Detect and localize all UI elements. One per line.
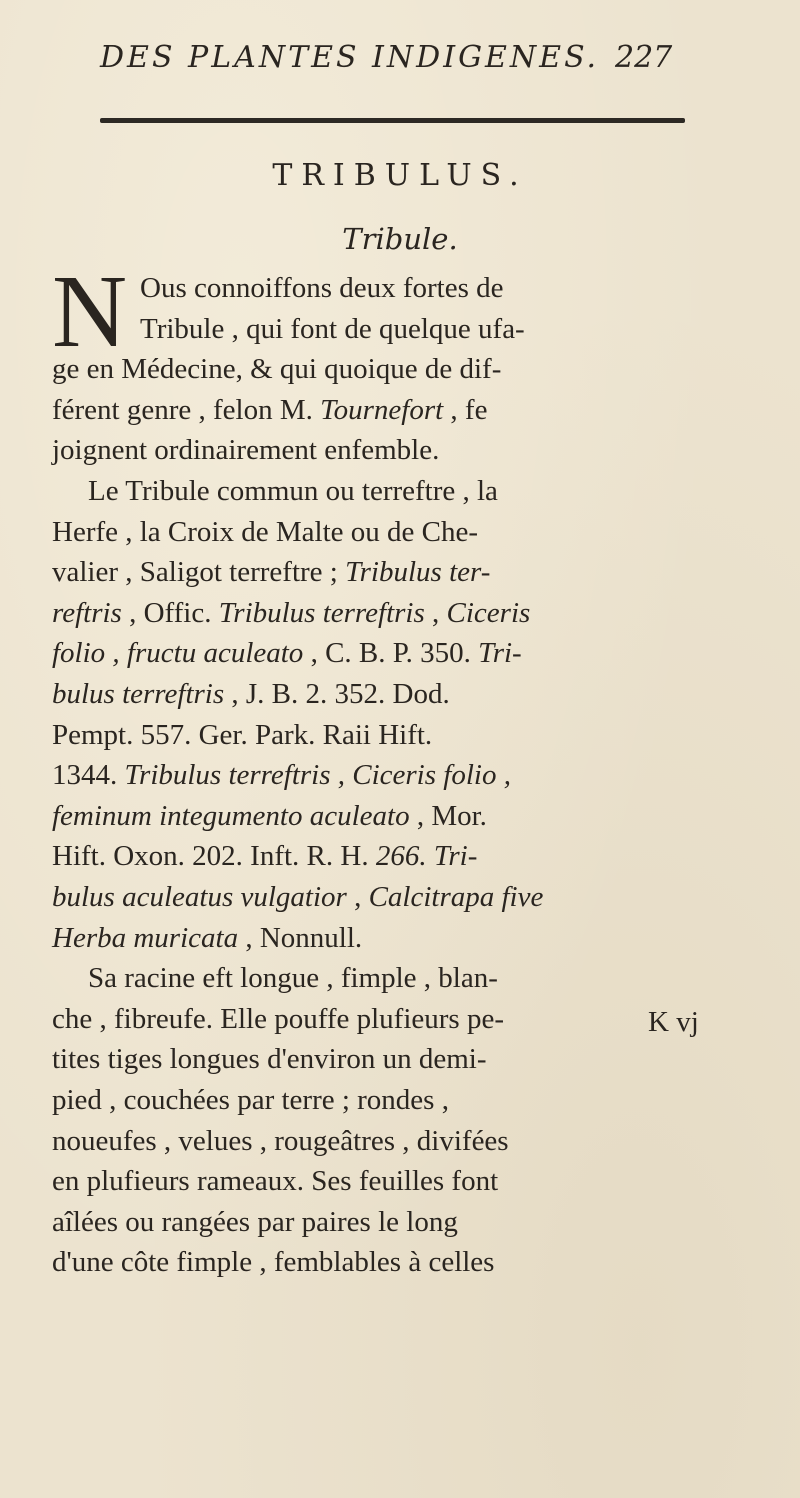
text-line bbox=[52, 715, 432, 755]
text-segment: pied , couchées par terre ; rondes , bbox=[52, 1084, 449, 1116]
text-segment: aîlées ou rangées par paires le long bbox=[52, 1205, 458, 1238]
text-segment: , Nonnull. bbox=[238, 921, 363, 954]
italic-segment: Tribulus terreftris bbox=[218, 596, 425, 629]
text-line bbox=[52, 633, 522, 673]
running-head: DES PLANTES INDIGENES. bbox=[100, 40, 600, 75]
text-line bbox=[52, 1121, 509, 1161]
italic-segment: Tournefort bbox=[320, 393, 444, 426]
text-segment: en plufieurs rameaux. Ses feuilles font bbox=[52, 1165, 499, 1198]
article-subtitle: Tribule. bbox=[342, 222, 458, 256]
italic-segment: Tri- bbox=[478, 637, 522, 670]
text-segment: , Offic. bbox=[121, 596, 219, 629]
text-segment: Pempt. 557. Ger. Park. Raii Hift. bbox=[52, 718, 433, 751]
text-segment: Tribule , qui font de quelque ufa- bbox=[140, 312, 525, 345]
text-line bbox=[52, 552, 490, 592]
text-line bbox=[52, 593, 530, 633]
text-segment: che , fibreufe. Elle pouffe plufieurs pe- bbox=[52, 1002, 504, 1035]
italic-segment: Herba muricata bbox=[52, 921, 239, 954]
text-segment: Herfe , la Croix de Malte ou de Che- bbox=[52, 515, 478, 548]
text-line bbox=[52, 999, 504, 1039]
italic-segment: Tribulus terreftris , Ciceris folio , bbox=[124, 759, 511, 792]
text-segment: Ous connoiffons deux fortes de bbox=[140, 272, 504, 304]
text-segment: , fe bbox=[443, 393, 488, 426]
text-segment: d'une côte fimple , femblables à celles bbox=[52, 1246, 495, 1279]
text-segment: , bbox=[346, 881, 369, 913]
drop-cap: N bbox=[52, 254, 128, 369]
text-line bbox=[52, 1161, 498, 1201]
text-segment: , C. B. P. 350. bbox=[303, 637, 479, 670]
text-segment: noueufes , velues , rougeâtres , divifées bbox=[52, 1124, 509, 1157]
text-line bbox=[52, 918, 362, 958]
text-line bbox=[52, 1202, 458, 1242]
text-segment: valier , Saligot terreftre ; bbox=[52, 556, 346, 589]
text-segment: joignent ordinairement enfemble. bbox=[52, 434, 440, 467]
text-line bbox=[52, 755, 511, 795]
text-line bbox=[52, 1242, 494, 1282]
text-segment: 1344. bbox=[52, 759, 125, 792]
text-segment: Sa racine eft longue , fimple , blan- bbox=[88, 962, 498, 995]
italic-segment: 266. Tri- bbox=[375, 840, 478, 873]
italic-segment: Calcitrapa five bbox=[368, 881, 544, 913]
text-segment: , Mor. bbox=[409, 799, 487, 832]
text-line bbox=[52, 349, 501, 389]
text-line bbox=[88, 958, 498, 998]
catchword: K vj bbox=[648, 1006, 699, 1038]
italic-segment: reftris bbox=[52, 596, 122, 629]
italic-segment: bulus aculeatus vulgatior bbox=[52, 881, 347, 913]
text-segment: , bbox=[424, 596, 447, 629]
text-segment: tites tiges longues d'environ un demi- bbox=[52, 1043, 487, 1076]
italic-segment: Tribulus ter- bbox=[345, 556, 491, 589]
page-number: 227 bbox=[615, 40, 673, 75]
text-line bbox=[52, 430, 439, 470]
italic-segment: folio , fructu aculeato bbox=[52, 637, 304, 670]
text-segment: Le Tribule commun ou terreftre , la bbox=[88, 475, 498, 507]
text-line bbox=[52, 877, 543, 917]
text-segment: , J. B. 2. 352. Dod. bbox=[224, 678, 450, 710]
article-title: TRIBULUS. bbox=[272, 158, 528, 193]
text-segment: ge en Médecine, & qui quoique de dif- bbox=[52, 353, 502, 386]
text-line bbox=[52, 674, 450, 714]
text-line bbox=[52, 836, 477, 876]
text-line bbox=[52, 512, 478, 552]
text-line bbox=[140, 268, 504, 308]
text-segment: Hift. Oxon. 202. Inft. R. H. bbox=[52, 840, 376, 873]
text-line bbox=[52, 796, 487, 836]
text-line bbox=[52, 1039, 487, 1079]
italic-segment: bulus terreftris bbox=[52, 678, 225, 710]
header-rule bbox=[100, 118, 685, 123]
text-line bbox=[52, 1080, 449, 1120]
text-line bbox=[140, 309, 525, 349]
text-line bbox=[88, 471, 498, 511]
text-segment: férent genre , felon M. bbox=[52, 393, 321, 426]
italic-segment: feminum integumento aculeato bbox=[52, 799, 410, 832]
text-line bbox=[52, 390, 487, 430]
italic-segment: Ciceris bbox=[446, 596, 531, 629]
